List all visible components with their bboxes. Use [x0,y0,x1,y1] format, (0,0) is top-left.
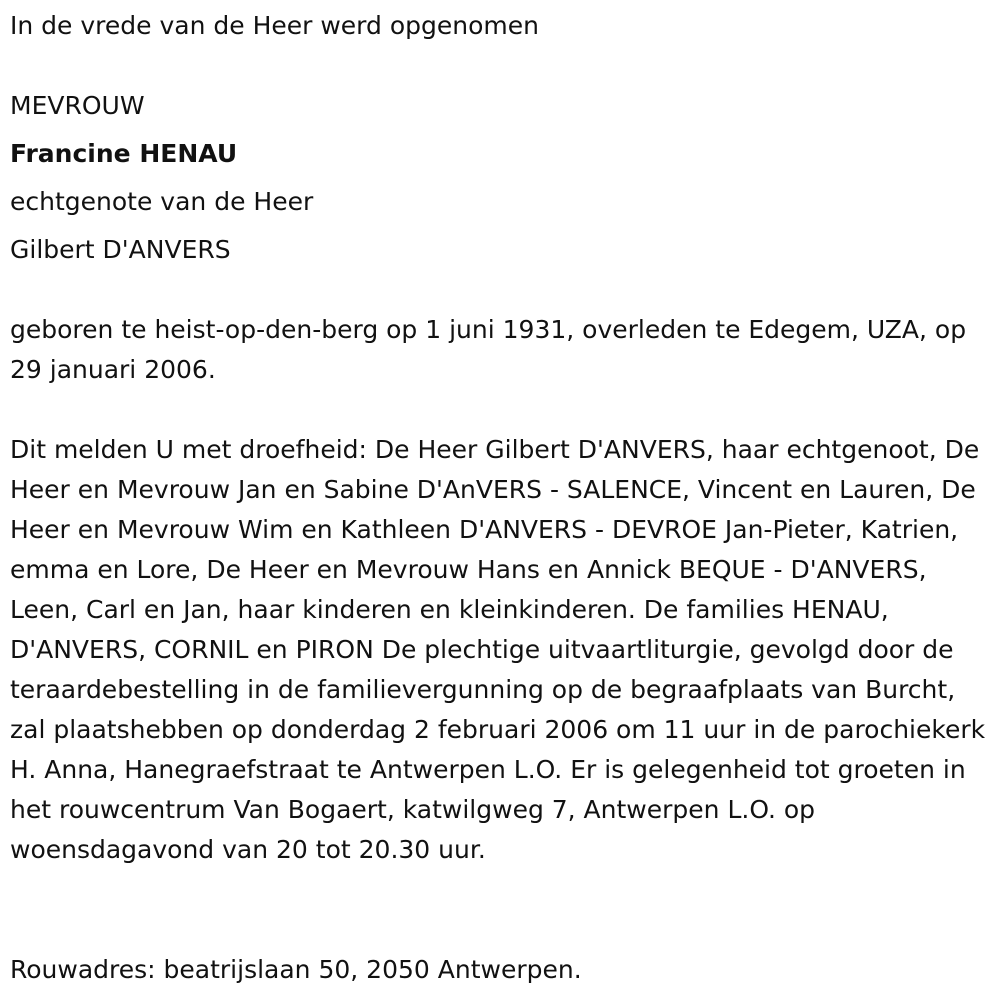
birth-death-paragraph: geboren te heist-op-den-berg op 1 juni 1931, overleden te Edegem, UZA, op 29 januari 2006. [10,315,967,384]
honorific-title: MEVROUW [10,91,145,120]
announcement-paragraph: Dit melden U met droefheid: De Heer Gilbert D'ANVERS, haar echtgenoot, De Heer en Mevrouw Jan en Sabine D'AnVERS - SALENCE, Vincent en Lauren, De Heer en Mevrouw Wim en Kathleen D'ANVERS - DEVROE Jan-Pieter, Katrien, emma en Lore, De Heer en Mevrouw Hans en Annick BEQUE - D'ANVERS, Leen, Carl en Jan, haar kinderen en kleinkinderen. De families HENAU, D'ANVERS, CORNIL en PIRON De plechtige uitvaartliturgie, gevolgd door de teraardebestelling in de familievergunning op de begraafplaats van Burcht, zal plaatshebben op donderdag 2 februari 2006 om 11 uur in de parochiekerk H. Anna, Hanegraefstraat te Antwerpen L.O. Er is gelegenheid tot groeten in het rouwcentrum Van Bogaert, katwilgweg 7, Antwerpen L.O. op woensdagavond van 20 tot 20.30 uur. [10,435,986,864]
intro-line: In de vrede van de Heer werd opgenomen [10,11,539,40]
spouse-label: echtgenote van de Heer [10,187,314,216]
deceased-name: Francine HENAU [10,139,238,168]
spouse-name: Gilbert D'ANVERS [10,235,231,264]
mourning-address: Rouwadres: beatrijslaan 50, 2050 Antwerpen. [10,955,582,984]
